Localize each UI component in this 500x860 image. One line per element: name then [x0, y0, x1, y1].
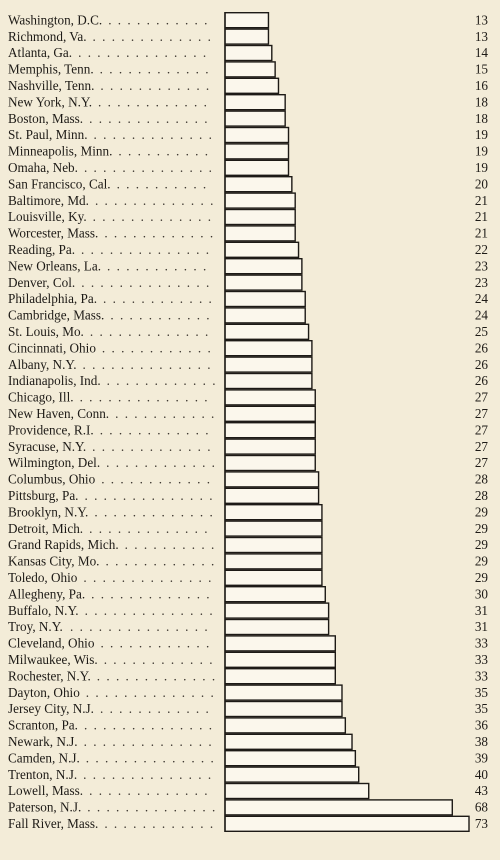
bar	[225, 669, 335, 684]
category-label: Pittsburg, Pa.	[8, 488, 79, 503]
leader-dots: . . . . . . . . . . . . .	[89, 110, 210, 126]
value-label: 38	[474, 734, 488, 749]
bar	[225, 341, 312, 356]
bar	[225, 652, 335, 667]
leader-dots: . . . . . . . . . . . . .	[91, 586, 212, 602]
leader-dots: . . . . . . . . . . . . . .	[84, 488, 214, 503]
category-label: Boston, Mass.	[8, 110, 84, 126]
category-label: St. Paul, Minn.	[8, 127, 88, 143]
category-label: Indianapolis, Ind.	[8, 373, 101, 389]
value-label: 29	[474, 504, 488, 520]
category-label: Dayton, Ohio	[8, 684, 80, 700]
category-labels	[8, 12, 217, 831]
value-label: 30	[474, 586, 488, 602]
leader-dots: . . . . . . . . . . . .	[99, 61, 210, 77]
leader-dots: . . . . . . . . . . . .	[103, 652, 215, 667]
leader-dots: . . . . . . . . . . . .	[100, 78, 211, 93]
bar	[225, 13, 268, 28]
bar	[225, 292, 305, 307]
value-labels	[475, 12, 489, 831]
leader-dots: . . . . . . . . . . . . .	[96, 668, 217, 684]
value-label: 31	[474, 619, 488, 635]
value-label: 43	[474, 783, 488, 799]
leader-dots: . . . . . . . . . . . .	[100, 635, 211, 651]
bar	[225, 620, 329, 635]
leader-dots: . . . . . . . . . . . . . .	[81, 274, 211, 290]
value-label: 24	[474, 307, 488, 323]
bar	[225, 128, 289, 143]
leader-dots: . . . . . . . . . . . .	[103, 291, 214, 307]
bar	[225, 538, 322, 553]
leader-dots: . . . . . . . . . . . . . .	[83, 717, 214, 733]
category-label: Fall River, Mass.	[8, 816, 99, 831]
category-label: Syracuse, N.Y.	[8, 438, 87, 454]
bar	[225, 406, 315, 421]
bar	[225, 636, 335, 651]
category-label: Brooklyn, N.Y.	[8, 504, 89, 520]
leader-dots: . . . . . . . . . . . .	[101, 471, 212, 487]
category-label: Reading, Pa.	[8, 242, 76, 257]
value-label: 21	[474, 192, 488, 208]
bar	[225, 784, 369, 799]
value-label: 27	[474, 422, 488, 438]
leader-dots: . . . . . . . . . . . . .	[93, 127, 214, 143]
leader-dots: . . . . . . . . . . . .	[98, 94, 209, 110]
bar	[225, 29, 268, 44]
category-label: Albany, N.Y.	[8, 356, 77, 372]
bar	[225, 439, 315, 454]
leader-dots: . . . . . . . . . . . . . .	[79, 389, 210, 405]
leader-dots: . . . . . . . . . . . . . .	[78, 45, 208, 61]
leader-dots: . . . . . . . . . . . .	[104, 816, 215, 831]
category-label: Cincinnati, Ohio	[8, 340, 96, 356]
leader-dots: . . . . . . . . . . . . .	[94, 192, 215, 208]
bar	[225, 603, 329, 618]
value-label: 29	[474, 553, 488, 569]
category-label: Chicago, Ill.	[8, 389, 74, 405]
value-label: 27	[474, 438, 488, 454]
bar	[225, 144, 289, 159]
leader-dots: . . . . . . . . . . . .	[105, 553, 216, 569]
value-label: 29	[474, 537, 488, 553]
bar	[225, 685, 342, 700]
bar	[225, 423, 315, 438]
value-label: 26	[474, 373, 488, 389]
bar	[225, 374, 312, 389]
category-label: New Haven, Conn.	[8, 406, 110, 421]
category-label: Minneapolis, Minn.	[8, 143, 113, 159]
category-label: Detroit, Mich.	[8, 520, 84, 536]
leader-dots: . . . . . . . . . . . . .	[92, 438, 213, 454]
bar	[225, 160, 289, 175]
value-label: 19	[474, 143, 488, 159]
bar	[225, 210, 295, 225]
leader-dots: . . . . . . . . . . . .	[104, 225, 215, 241]
value-label: 68	[474, 799, 488, 815]
leader-dots: . . . . . . . . . . . .	[99, 701, 211, 717]
category-label: Atlanta, Ga.	[8, 45, 73, 61]
bar	[225, 259, 302, 274]
leader-dots: . . . . . . . . . . . . . .	[83, 570, 213, 585]
category-label: Wilmington, Del.	[8, 455, 101, 471]
category-label: Camden, N.J.	[8, 750, 80, 766]
leader-dots: . . . . . . . . . . . . . .	[83, 160, 214, 175]
category-label: Omaha, Neb.	[8, 160, 78, 175]
category-label: Columbus, Ohio	[8, 471, 96, 487]
category-label: Lowell, Mass.	[8, 783, 84, 799]
category-label: Washington, D.C.	[8, 12, 103, 28]
leader-dots: . . . . . . . . . . .	[107, 258, 208, 274]
category-label: Louisville, Ky.	[8, 209, 87, 225]
leader-dots: . . . . . . . . . . . .	[99, 422, 211, 438]
leader-dots: . . . . . . . . . .	[124, 537, 216, 553]
category-label: Troy, N.Y.	[8, 619, 63, 635]
category-label: Paterson, N.J.	[8, 799, 82, 815]
category-label: Toledo, Ohio	[8, 570, 78, 585]
value-label: 40	[474, 766, 488, 782]
value-label: 36	[474, 717, 488, 733]
value-label: 28	[474, 488, 488, 503]
category-label: St. Louis, Mo.	[8, 324, 84, 339]
bar	[225, 95, 285, 110]
category-label: Kansas City, Mo.	[8, 553, 100, 569]
leader-dots: . . . . . . . . . . . . . .	[81, 242, 211, 257]
category-label: Milwaukee, Wis.	[8, 652, 98, 667]
category-label: San Francisco, Cal.	[8, 176, 111, 192]
value-label: 33	[474, 652, 488, 667]
value-label: 18	[474, 110, 488, 126]
leader-dots: . . . . . . . . . . . . .	[92, 209, 213, 225]
leader-dots: . . . . . . . . . . . . . .	[85, 684, 216, 700]
leader-dots: . . . . . . . . . . .	[108, 12, 209, 28]
category-label: Buffalo, N.Y.	[8, 602, 79, 618]
category-label: Richmond, Va.	[8, 28, 87, 44]
value-label: 19	[474, 160, 488, 175]
value-label: 21	[474, 225, 488, 241]
leader-dots: . . . . . . . . . . . . .	[92, 28, 213, 44]
bar	[225, 554, 322, 569]
value-label: 13	[474, 12, 488, 28]
value-label: 27	[474, 406, 488, 421]
bar	[225, 177, 292, 192]
value-label: 25	[474, 324, 488, 339]
value-label: 21	[474, 209, 488, 225]
leader-dots: . . . . . . . . . . . . .	[89, 783, 210, 799]
bar	[225, 718, 345, 733]
bar	[225, 242, 299, 257]
bar	[225, 734, 352, 749]
leader-dots: . . . . . . . . . . .	[110, 307, 212, 323]
bar	[225, 521, 322, 536]
value-label: 27	[474, 389, 488, 405]
value-label: 29	[474, 520, 488, 536]
category-label: Memphis, Tenn.	[8, 61, 94, 77]
value-label: 33	[474, 668, 488, 684]
leader-dots: . . . . . . . . . . . . . .	[85, 750, 216, 766]
value-label: 18	[474, 94, 488, 110]
bar	[225, 111, 285, 126]
value-label: 15	[474, 61, 488, 77]
bar	[225, 472, 319, 487]
bar	[225, 62, 275, 77]
value-label: 16	[474, 78, 488, 93]
value-label: 35	[474, 701, 488, 717]
bar	[225, 505, 322, 520]
category-label: Scranton, Pa.	[8, 717, 78, 733]
category-label: Jersey City, N.J.	[8, 701, 94, 717]
category-label: Cleveland, Ohio	[8, 635, 95, 651]
leader-dots: . . . . . . . . . . . . . .	[83, 766, 213, 782]
bar	[225, 800, 452, 815]
leader-dots: . . . . . . . . . .	[116, 176, 208, 192]
leader-dots: . . . . . . . . . . . . . .	[87, 799, 217, 815]
category-label: Philadelphia, Pa.	[8, 291, 98, 307]
bar	[225, 570, 322, 585]
leader-dots: . . . . . . . . . . . .	[101, 340, 213, 356]
category-label: Worcester, Mass.	[8, 225, 99, 241]
leader-dots: . . . . . . . . . . . . . .	[84, 602, 215, 618]
value-label: 13	[474, 28, 488, 44]
bar	[225, 324, 309, 339]
category-label: Rochester, N.Y.	[8, 668, 91, 684]
value-label: 29	[474, 570, 488, 585]
category-label: Newark, N.J.	[8, 734, 78, 749]
value-label: 19	[474, 127, 488, 143]
category-label: New Orleans, La.	[8, 258, 102, 274]
category-label: Nashville, Tenn.	[8, 78, 95, 93]
bar	[225, 390, 315, 405]
value-label: 26	[474, 356, 488, 372]
value-label: 23	[474, 274, 488, 290]
leader-dots: . . . . . . . . . . . . .	[89, 324, 210, 339]
bar	[225, 193, 295, 208]
value-label: 39	[474, 750, 488, 766]
value-label: 73	[474, 816, 488, 831]
category-label: Grand Rapids, Mich.	[8, 537, 119, 553]
leader-dots: . . . . . . . . . . . . .	[94, 504, 215, 520]
leader-dots: . . . . . . . . . . . . . . .	[70, 619, 210, 635]
leader-dots: . . . . . . . . . . . . . .	[83, 734, 214, 749]
value-label: 24	[474, 291, 488, 307]
bar	[225, 226, 295, 241]
category-label: Allegheny, Pa.	[8, 586, 86, 602]
leader-dots: . . . . . . . . . . . . . .	[82, 356, 213, 372]
category-label: Baltimore, Md.	[8, 192, 89, 208]
leader-dots: . . . . . . . . . .	[118, 143, 210, 159]
bar	[225, 751, 355, 766]
leader-dots: . . . . . . . . . . . . .	[89, 520, 210, 536]
category-label: Cambridge, Mass.	[8, 307, 105, 323]
bar	[225, 816, 469, 831]
value-label: 28	[474, 471, 488, 487]
value-label: 23	[474, 258, 488, 274]
value-label: 14	[474, 45, 488, 61]
value-label: 27	[474, 455, 488, 471]
category-label: Denver, Col.	[8, 274, 76, 290]
bar	[225, 275, 302, 290]
leader-dots: . . . . . . . . . . . .	[106, 455, 217, 471]
bar	[225, 456, 315, 471]
bar	[225, 587, 325, 602]
category-label: New York, N.Y.	[8, 94, 93, 110]
bar	[225, 488, 319, 503]
value-label: 35	[474, 684, 488, 700]
bar	[225, 308, 305, 323]
category-label: Trenton, N.J.	[8, 766, 78, 782]
value-label: 33	[474, 635, 488, 651]
bar	[225, 46, 272, 61]
value-label: 26	[474, 340, 488, 356]
leader-dots: . . . . . . . . . . .	[115, 406, 216, 421]
category-label: Providence, R.I.	[8, 422, 94, 438]
value-label: 31	[474, 602, 488, 618]
bar	[225, 702, 342, 717]
bar	[225, 767, 359, 782]
value-label: 22	[474, 242, 488, 257]
bar	[225, 357, 312, 372]
bar	[225, 78, 278, 93]
value-label: 20	[474, 176, 488, 192]
leader-dots: . . . . . . . . . . . .	[106, 373, 217, 389]
